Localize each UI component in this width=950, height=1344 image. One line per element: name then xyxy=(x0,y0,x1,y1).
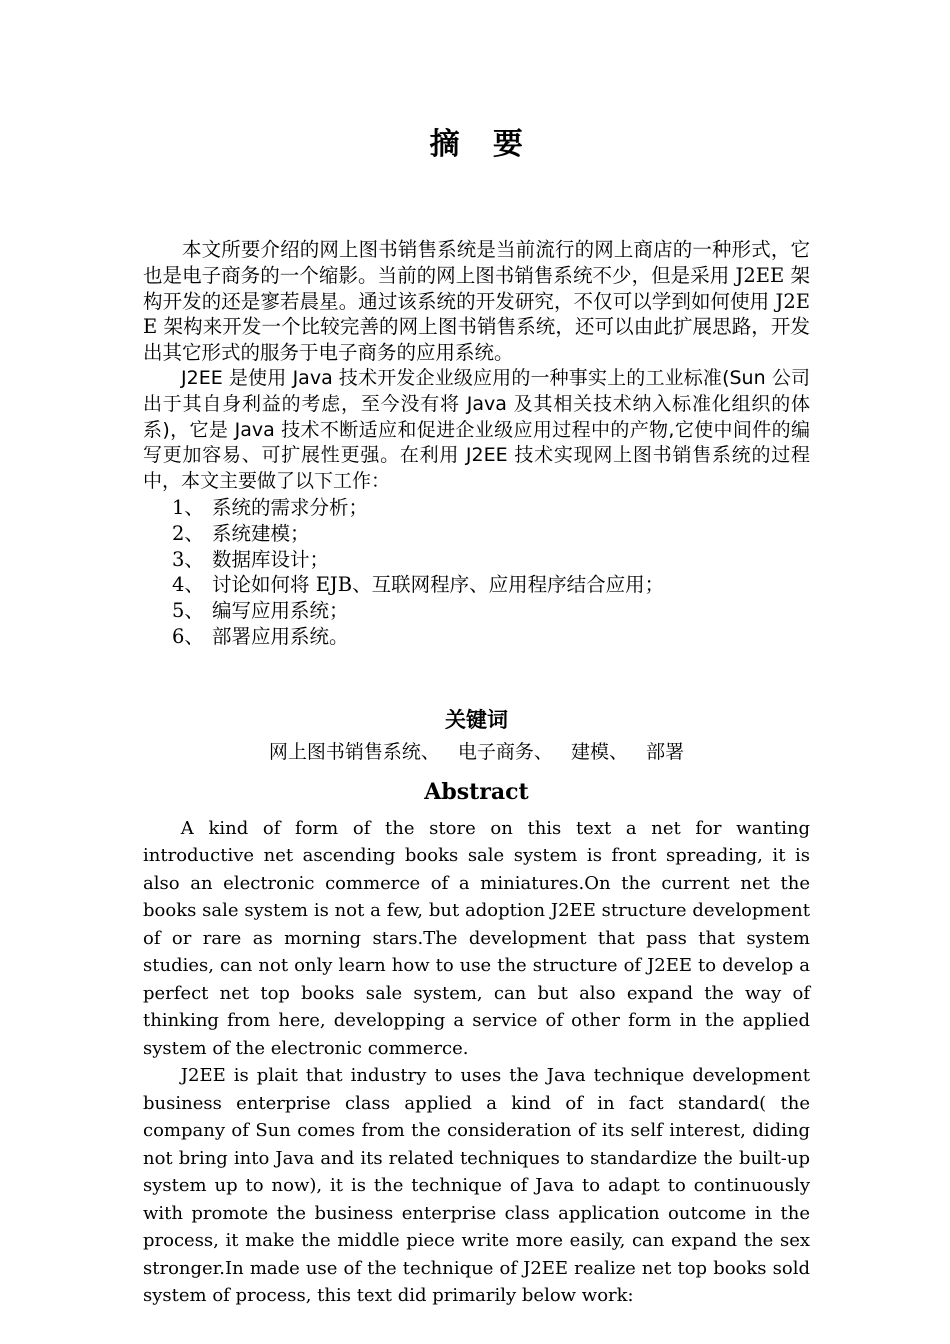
list-item xyxy=(143,624,810,650)
chinese-paragraph-2: J2EE 是使用 Java 技术开发企业级应用的一种事实上的工业标准(Sun 公司出于其自身利益的考虑，至今没有将 Java 及其相关技术纳入标准化组织的体系)，它是 Java 技术不断适应和促进企业级应用过程中的产物,它使中间件的编写更加容易、可扩展性更强。在利用 J2EE 技术实现网上图书销售系统的过程中，本文主要做了以下工作： xyxy=(143,366,810,493)
list-item xyxy=(143,598,810,624)
list-item xyxy=(143,495,810,521)
list-item-number: 5、 xyxy=(172,599,204,623)
keywords-abstract-spacer xyxy=(143,765,810,778)
list-item-number: 1、 xyxy=(172,495,204,519)
list-item xyxy=(143,521,810,547)
keywords-heading: 关键词 xyxy=(445,707,508,732)
abstract-body-spacer xyxy=(143,806,810,815)
list-item-number: 6、 xyxy=(172,624,204,648)
abstract-heading: Abstract xyxy=(424,778,529,805)
list-item-label: 部署应用系统。 xyxy=(212,624,349,648)
list-item-number: 4、 xyxy=(172,573,204,597)
english-paragraph-2: J2EE is plait that industry to uses the Java technique development business enterprise class applied a kind of in fact standard( the company of Sun comes from the consideration of its self interest, diding not bring into Java and its related techniques to standardize the built-up system up to now), it is the technique of Java to adapt to continuously with promote the business enterprise class application outcome in the process, it make the middle piece write more easily, can expand the sex stronger.In made use of the technique of J2EE realize net top books sold system of process, this text did primarily below work: xyxy=(143,1065,810,1307)
list-item-number: 3、 xyxy=(172,547,204,571)
title-body-spacer xyxy=(143,162,810,237)
list-item-label: 编写应用系统； xyxy=(212,599,349,623)
list-item-label: 讨论如何将 EJB、互联网程序、应用程序结合应用； xyxy=(212,573,665,597)
list-item-label: 系统建模； xyxy=(212,521,310,545)
list-item-number: 2、 xyxy=(172,521,204,545)
work-items-list xyxy=(143,495,810,650)
document-content-column xyxy=(143,0,810,1310)
chinese-paragraph-1: 本文所要介绍的网上图书销售系统是当前流行的网上商店的一种形式，它也是电子商务的一个缩影。当前的网上图书销售系统不少，但是采用 J2EE 架构开发的还是寥若晨星。通过该系统的开发研究，不仅可以学到如何使用 J2EE 架构来开发一个比较完善的网上图书销售系统，还可以由此扩展思路，开发出其它形式的服务于电子商务的应用系统。 xyxy=(143,238,810,365)
list-item xyxy=(143,572,810,598)
list-keywords-spacer xyxy=(143,650,810,707)
list-item-label: 数据库设计； xyxy=(212,547,330,571)
page-title: 摘 要 xyxy=(429,127,524,162)
list-item xyxy=(143,547,810,573)
english-paragraph-1: A kind of form of the store on this text a net for wanting introductive net ascending books sale system is front spreading, it is also an electronic commerce of a miniatures.On the current net the books sale system is not a few, but adoption J2EE structure development of or rare as morning stars.The development that pass that system studies, can not only learn how to use the structure of J2EE to develop a perfect net top books sale system, can but also expand the way of thinking from here, developping a service of other form in the applied system of the electronic commerce. xyxy=(143,817,810,1059)
keywords-heading-spacer xyxy=(143,733,810,740)
list-item-label: 系统的需求分析； xyxy=(212,495,369,519)
keywords-list: 网上图书销售系统、 电子商务、 建模、 部署 xyxy=(268,740,685,763)
